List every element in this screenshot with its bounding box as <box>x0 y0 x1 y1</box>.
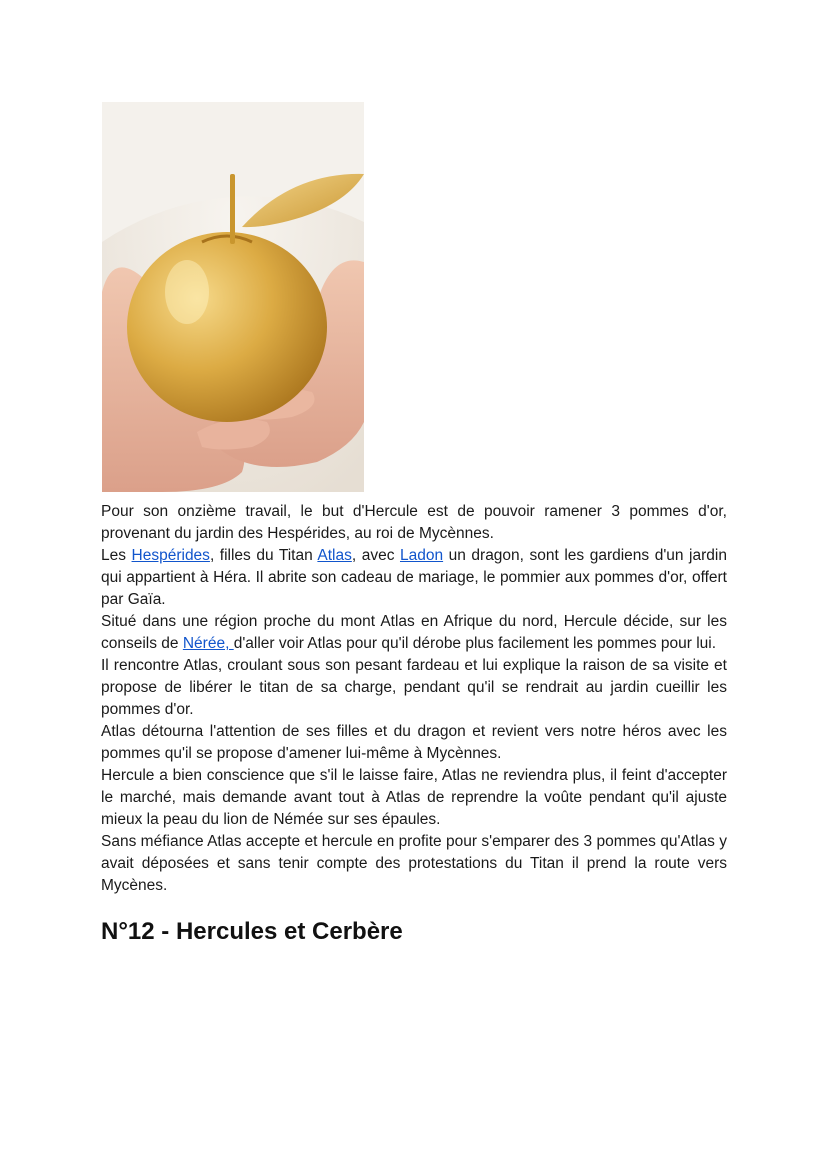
body-text <box>101 501 727 897</box>
text-span: , avec <box>351 547 400 564</box>
paragraph-6: Hercule a bien conscience que s'il le laisse faire, Atlas ne reviendra plus, il feint d'accepter le marché, mais demande avant tout à Atlas de reprendre la voûte pendant qu'il ajuste mieux la peau du lion de Némée sur ses épaules. <box>101 767 727 828</box>
paragraph-2 <box>101 545 727 611</box>
paragraph-7: Sans méfiance Atlas accepte et hercule en profite pour s'emparer des 3 pommes qu'Atlas y avait déposées et sans tenir compte des protestations du Titan il prend la route vers Mycènes. <box>101 833 727 894</box>
text-span: Situé dans une région proche du mont Atlas en Afrique du nord, Hercule décide, sur les conseils de <box>101 613 727 652</box>
golden-apple-photo <box>102 102 364 492</box>
text-span: un dragon, sont les gardiens d'un jardin qui appartient à Héra. Il abrite son cadeau de mariage, le pommier aux pommes d'or, offert par Gaïa. <box>101 547 727 608</box>
text-span: , filles du Titan <box>209 547 318 564</box>
paragraph-5: Atlas détourna l'attention de ses filles et du dragon et revient vers notre héros avec les pommes qu'il se propose d'amener lui-même à Mycènnes. <box>101 723 727 762</box>
paragraph-3 <box>101 611 727 655</box>
link-neree[interactable]: Nérée, <box>182 635 234 652</box>
link-ladon[interactable]: Ladon <box>399 547 444 564</box>
link-hesperides[interactable]: Hespérides <box>131 547 210 564</box>
section-heading: N°12 - Hercules et Cerbère <box>101 918 403 945</box>
golden-apple-in-hands-icon <box>102 102 364 492</box>
text-span: Les <box>101 547 132 564</box>
link-atlas[interactable]: Atlas <box>317 547 352 564</box>
paragraph-1: Pour son onzième travail, le but d'Hercule est de pouvoir ramener 3 pommes d'or, provenant du jardin des Hespérides, au roi de Mycènnes. <box>101 503 727 542</box>
text-span: d'aller voir Atlas pour qu'il dérobe plus facilement les pommes pour lui. <box>233 635 717 652</box>
paragraph-4: Il rencontre Atlas, croulant sous son pesant fardeau et lui explique la raison de sa visite et propose de libérer le titan de sa charge, pendant qu'il se rendrait au jardin cueillir les pommes d'or. <box>101 657 727 718</box>
